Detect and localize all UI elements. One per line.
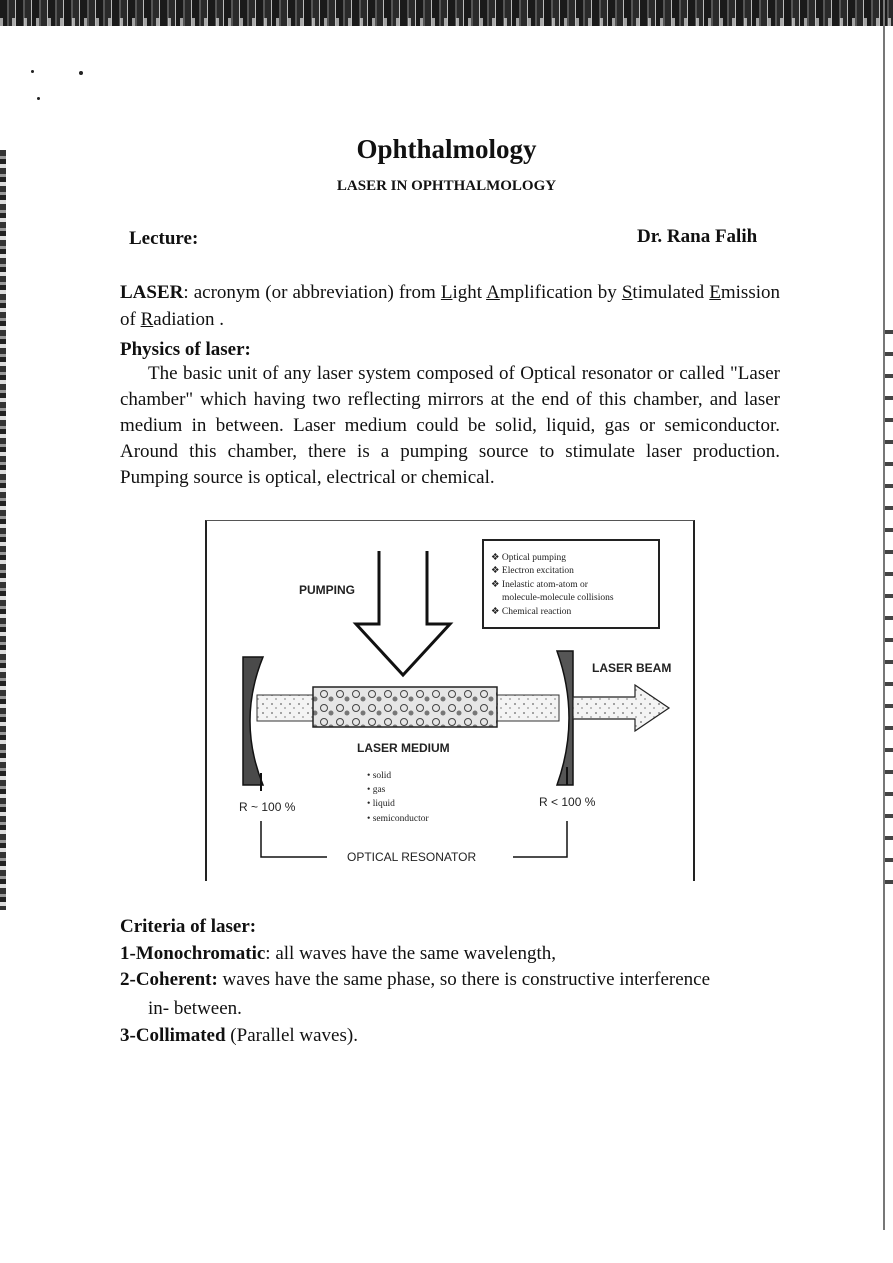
scan-left-edge (0, 150, 6, 910)
laser-definition: LASER: acronym (or abbreviation) from Light Amplification by Stimulated Emission of Radiation . (120, 282, 780, 330)
optical-resonator-label: OPTICAL RESONATOR (347, 850, 477, 864)
resonator-bracket-left (261, 821, 327, 857)
scan-top-band (0, 0, 893, 26)
criteria-item: 3-Collimated (Parallel waves). (120, 1025, 358, 1046)
laser-beam-label: LASER BEAM (592, 661, 672, 675)
author-name: Dr. Rana Falih (637, 226, 758, 247)
pump-method: ❖ Electron excitation (491, 566, 574, 576)
laser-diagram (205, 520, 695, 881)
lecture-label: Lecture: (129, 228, 199, 249)
medium-types-list (367, 771, 429, 824)
pumping-label: PUMPING (299, 583, 356, 597)
pump-method: ❖ Chemical reaction (491, 607, 572, 617)
left-reflectivity: R ~ 100 % (239, 800, 296, 814)
page-title: Ophthalmology (356, 134, 537, 164)
laser-diagram-svg (207, 521, 693, 881)
scan-speck (31, 70, 34, 73)
scan-right-marks (885, 330, 893, 890)
laser-beam-arrow (573, 685, 669, 731)
medium-type: • semiconductor (367, 814, 429, 824)
physics-body: The basic unit of any laser system composed of Optical resonator or called "Laser chamber" which having two reflecting mirrors at the end of this chamber, and laser medium in between. Laser medium could be solid, liquid, gas or semiconductor. Around this chamber, there is a pumping source to stimulate laser production. Pumping source is optical, electrical or chemical. (120, 363, 780, 488)
pump-method: molecule-molecule collisions (502, 593, 614, 603)
criteria-heading: Criteria of laser: (120, 916, 257, 937)
resonator-bracket-right (513, 821, 567, 857)
pumping-arrow (356, 551, 450, 675)
criteria-item: 1-Monochromatic: all waves have the same wavelength, (120, 943, 556, 964)
right-reflectivity: R < 100 % (539, 795, 596, 809)
medium-type: • gas (367, 785, 386, 795)
medium-type: • solid (367, 771, 392, 781)
physics-heading: Physics of laser: (120, 339, 251, 360)
laser-medium-rod (313, 687, 497, 727)
medium-type: • liquid (367, 799, 395, 809)
pump-method: ❖ Optical pumping (491, 553, 567, 563)
laser-medium-label: LASER MEDIUM (357, 741, 450, 755)
pump-method: ❖ Inelastic atom-atom or (491, 580, 588, 590)
criteria-item-continued: in- between. (148, 998, 242, 1019)
page-subtitle: LASER IN OPHTHALMOLOGY (336, 178, 557, 194)
definition-term: LASER (120, 282, 184, 303)
criteria-item: 2-Coherent: waves have the same phase, so there is constructive interference (120, 969, 711, 990)
scan-speck (79, 71, 83, 75)
scan-speck (37, 97, 40, 100)
